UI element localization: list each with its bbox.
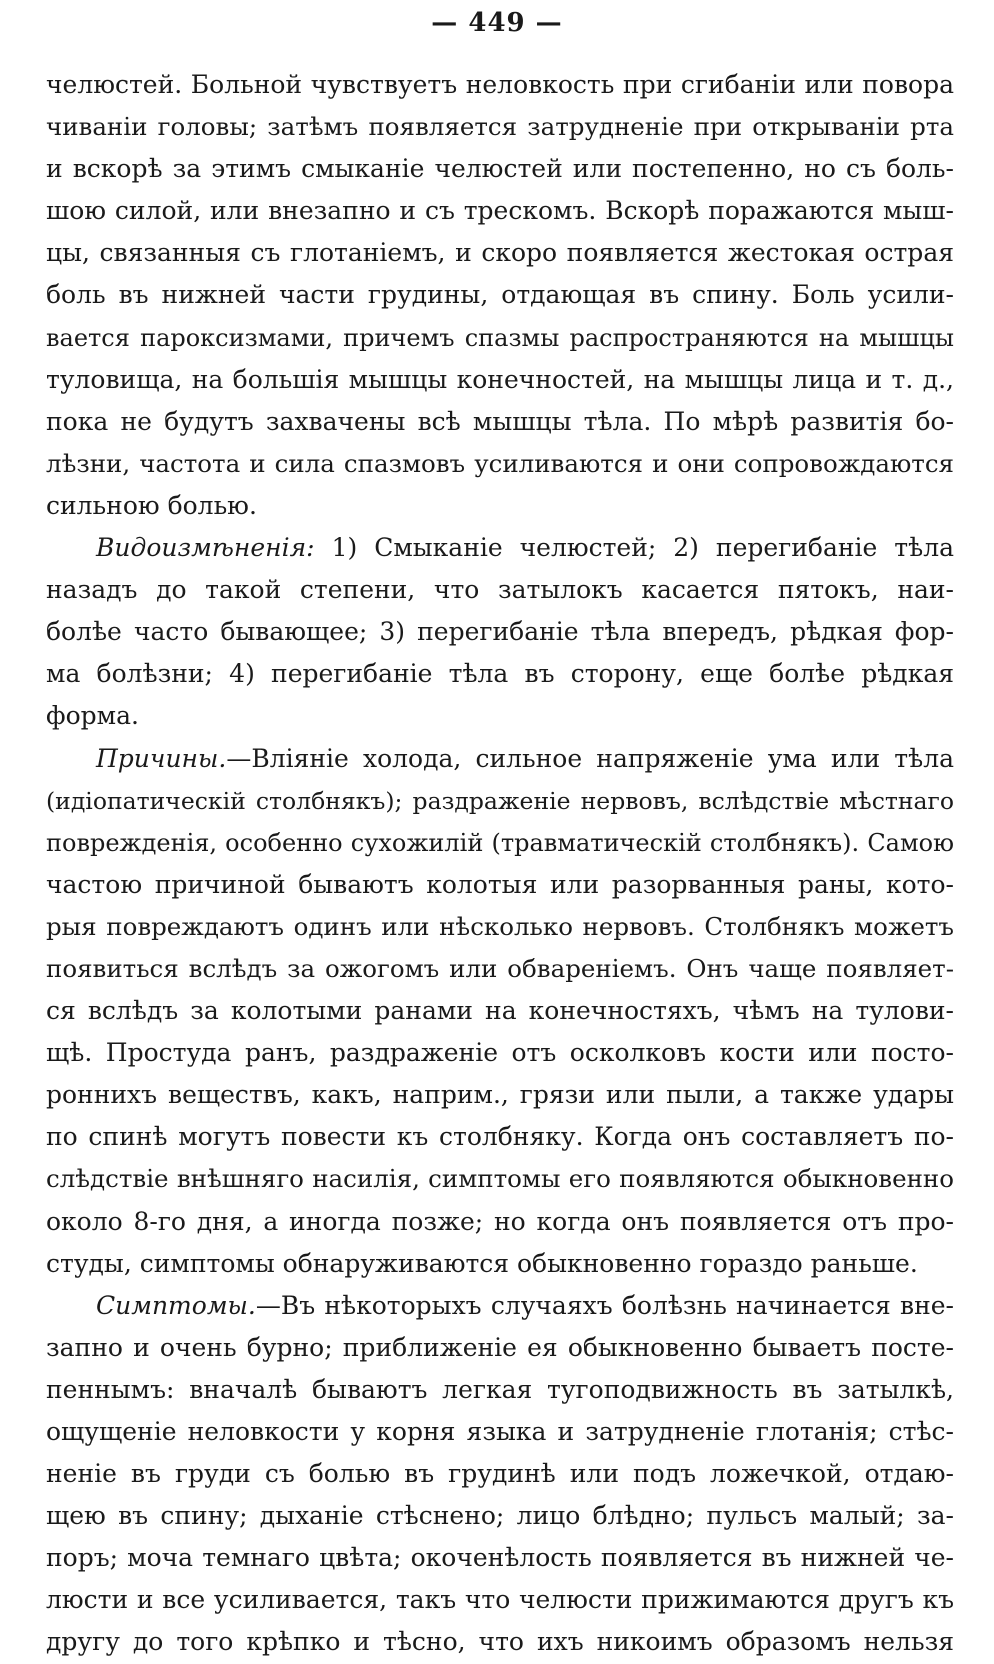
text-line: сильною болью. [46,490,257,520]
paragraph-first-line [46,738,954,780]
text-line: форма. [46,701,139,731]
text-line: люсти и все усиливается, такъ что челюсти прижимаются другъ къ [46,1585,954,1615]
text-line: челюстей. Больной чувствуетъ неловкость при сгибаніи или повора [46,70,954,99]
text-line: студы, симптомы обнаруживаются обыкновенно гораздо раньше. [46,1248,918,1278]
section-heading: Причины. [96,743,227,773]
section-heading: Видоизмѣненія: [96,533,315,563]
text-line: и вскорѣ за этимъ смыканіе челюстей или постепенно, но съ боль- [46,154,954,184]
text-line: слѣдствіе внѣшняго насилія, симптомы его появляются обыкновенно [46,1164,954,1194]
text-line: вается пароксизмами, причемъ спазмы распространяются на мышцы [46,323,954,352]
text-line: поврежденія, особенно сухожилій (травматическій столбнякъ). Самою [46,828,954,857]
paragraph-first-line [46,1285,954,1327]
text-line: (идіопатическій столбнякъ); раздраженіе нервовъ, вслѣдствіе мѣстнаго [46,786,954,815]
text-line: болѣе часто бывающее; 3) перегибаніе тѣла впередъ, рѣдкая фор- [46,617,954,647]
text-line: частою причиной бываютъ колотыя или разорванныя раны, кото- [46,869,954,899]
text-line: появиться вслѣдъ за ожогомъ или обвареніемъ. Онъ чаще появляет- [46,953,954,983]
text-line: рыя повреждаютъ одинъ или нѣсколько нервовъ. Столбнякъ можетъ [46,911,954,941]
text-line: чиваніи головы; затѣмъ появляется затрудненіе при открываніи рта [46,112,954,142]
text-line: цы, связанныя съ глотаніемъ, и скоро появляется жестокая острая [46,238,954,268]
text-line: около 8-го дня, а иногда позже; но когда онъ появляется отъ про- [46,1206,954,1236]
text-line: по спинѣ могутъ повести къ столбняку. Когда онъ составляетъ по- [46,1122,954,1152]
text-run: 1) Смыканіе челюстей; 2) перегибаніе тѣла [314,533,954,563]
text-line: ма болѣзни; 4) перегибаніе тѣла въ сторону, еще болѣе рѣдкая [46,659,954,689]
page-number: — 449 — [431,8,563,38]
text-line: запно и очень бурно; приближеніе ея обыкновенно бываетъ посте- [46,1332,954,1362]
text-line: другу до того крѣпко и тѣсно, что ихъ никоимъ образомъ нельзя [46,1627,954,1657]
text-line: пока не будутъ захвачены всѣ мышцы тѣла. По мѣрѣ развитія бо- [46,406,954,436]
text-line: пеннымъ: вначалѣ бываютъ легкая тугоподвижность въ затылкѣ, [46,1374,954,1404]
text-line: назадъ до такой степени, что затылокъ касается пятокъ, наи- [46,575,954,605]
text-line: щѣ. Простуда ранъ, раздраженіе отъ осколковъ кости или посто- [46,1038,954,1068]
text-line: лѣзни, частота и сила спазмовъ усиливаются и они сопровождаются [46,448,954,478]
text-run: —Вліяніе холода, сильное напряженіе ума или тѣла [226,743,954,773]
paragraph-first-line [46,527,954,569]
text-line: шою силой, или внезапно и съ трескомъ. Вскорѣ поражаются мыш- [46,196,954,226]
text-run: —Въ нѣкоторыхъ случаяхъ болѣзнь начинается вне- [255,1290,954,1320]
text-line: роннихъ веществъ, какъ, наприм., грязи или пыли, а также удары [46,1080,954,1110]
text-line: поръ; моча темнаго цвѣта; окоченѣлость появляется въ нижней че- [46,1543,954,1573]
section-heading: Симптомы. [96,1290,256,1320]
text-line: щею въ спину; дыханіе стѣснено; лицо блѣдно; пульсъ малый; за- [46,1501,954,1531]
body-text [46,64,954,1664]
text-line: ощущеніе неловкости у корня языка и затрудненіе глотанія; стѣс- [46,1417,954,1446]
text-line: ся вслѣдъ за колотыми ранами на конечностяхъ, чѣмъ на тулови- [46,996,954,1026]
text-line: боль въ нижней части грудины, отдающая въ спину. Боль усили- [46,280,954,310]
text-line: туловища, на большія мышцы конечностей, на мышцы лица и т. д., [46,364,954,394]
text-line: неніе въ груди съ болью въ грудинѣ или подъ ложечкой, отдаю- [46,1459,954,1489]
